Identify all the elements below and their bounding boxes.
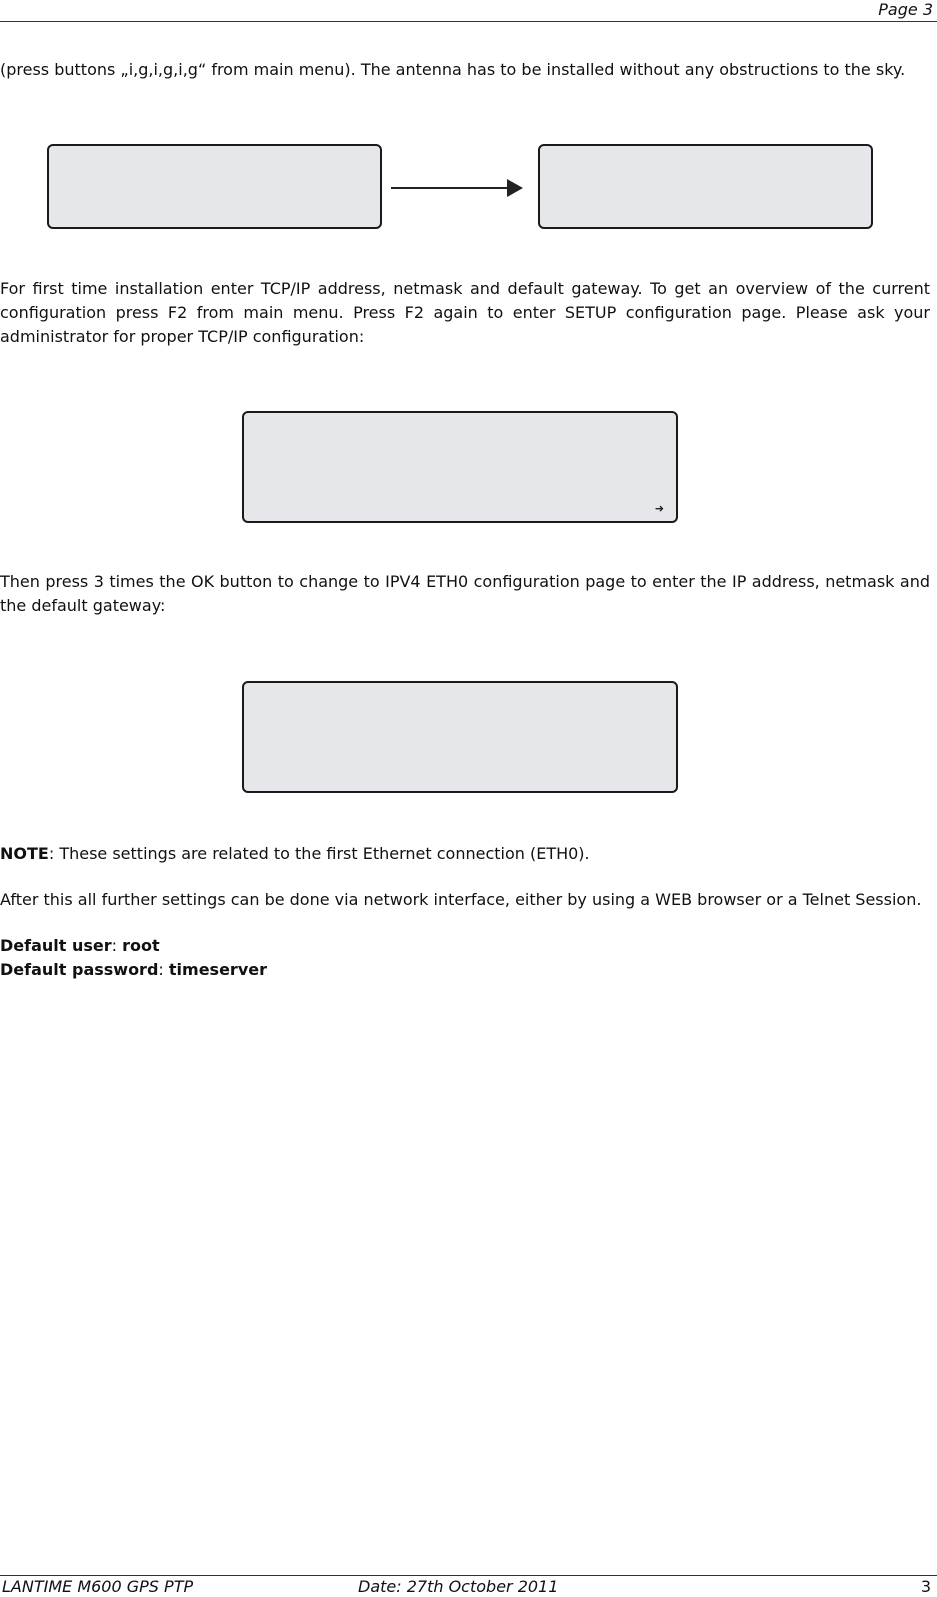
default-user-line [0,934,930,958]
footer-page-number: 3 [920,1577,931,1596]
lcd-display-after [538,144,873,229]
antenna-instruction-text: (press buttons „i,g,i,g,i,g“ from main menu). The antenna has to be installed without any obstructions to the sky. [0,60,906,79]
ipv4-config-text: Then press 3 times the OK button to change to IPV4 ETH0 configuration page to enter the IP address, netmask and the default gateway: [0,572,930,615]
default-password-line [0,958,930,982]
default-password-colon: : [158,960,169,979]
default-user-colon: : [111,936,123,955]
lcd-display-ipv4 [242,681,678,793]
default-password-value: timeserver [168,960,267,979]
tcpip-setup-text: For first time installation enter TCP/IP address, netmask and default gateway. To get an overview of the current configuration press F2 from main menu. Press F2 again to enter SETUP configuration page. Please ask your administrator for proper TCP/IP configuration: [0,279,930,346]
header-rule [0,21,937,22]
default-password-label: Default password [0,960,159,979]
further-settings-text: After this all further settings can be done via network interface, either by using a WEB browser or a Telnet Session. [0,890,922,909]
note-text: : These settings are related to the first Ethernet connection (ETH0). [48,844,590,863]
default-user-value: root [122,936,160,955]
lcd-display-setup [242,411,678,523]
lcd-display-before [47,144,382,229]
page-header-label: Page 3 [878,0,933,19]
default-user-label: Default user [0,936,112,955]
footer-rule [0,1575,937,1576]
lcd-scroll-arrow-icon: ➜ [654,502,664,515]
transition-arrow-icon [507,179,523,197]
footer-date: Date: 27th October 2011 [358,1577,559,1596]
note-paragraph [0,842,930,866]
footer-product-name: LANTIME M600 GPS PTP [2,1577,194,1596]
note-label: NOTE [0,844,49,863]
transition-arrow-line [391,187,509,189]
